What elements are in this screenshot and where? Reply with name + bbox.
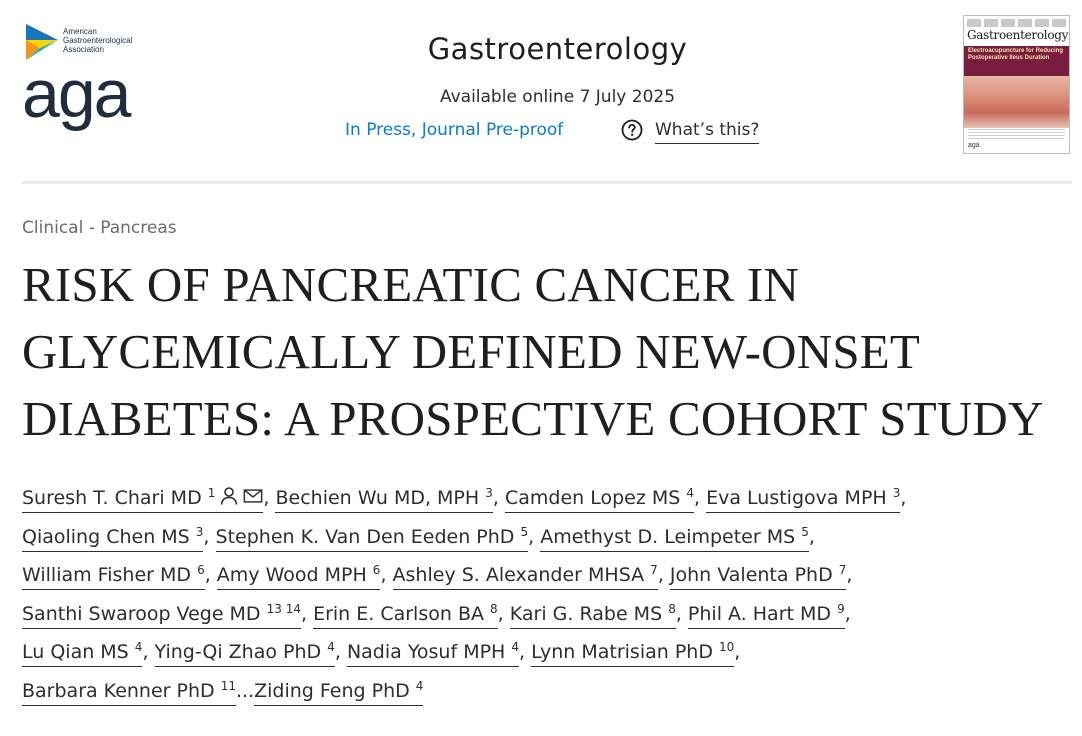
cover-headline: Electroacupuncture for Reducing Postoperative Ileus Duration — [968, 48, 1064, 61]
journal-cover-thumbnail[interactable] — [963, 15, 1070, 154]
comma: , — [844, 602, 851, 625]
article-status-row — [345, 118, 785, 148]
author-name: Eva Lustigova MPH — [706, 487, 887, 509]
logo-line-2: Gastroenterological — [63, 36, 133, 45]
author-link[interactable] — [688, 603, 845, 629]
author-affiliation: 7 — [650, 563, 658, 577]
comma: , — [675, 602, 682, 625]
comma: , — [203, 525, 210, 548]
whats-this-link[interactable]: What’s this? — [655, 120, 759, 144]
author-name: Barbara Kenner PhD — [22, 679, 215, 702]
author-name: Stephen K. Van Den Eeden PhD — [215, 525, 515, 548]
cover-title: Gastroenterology — [967, 28, 1069, 42]
cover-text-lines — [968, 129, 1065, 141]
author-affiliation: 3 — [485, 486, 493, 500]
author-affiliation: 4 — [327, 640, 335, 654]
author-affiliation: 4 — [686, 486, 694, 500]
question-circle-icon[interactable] — [621, 119, 643, 141]
cover-top-strip — [967, 19, 1066, 27]
author-link[interactable] — [217, 564, 381, 590]
author-affiliation: 3 — [195, 524, 204, 539]
comma: , — [204, 564, 211, 586]
author-name: Amy Wood MPH — [216, 564, 367, 586]
author-list-ellipsis[interactable]: ... — [235, 679, 255, 702]
author-affiliation: 9 — [837, 601, 845, 616]
comma: , — [492, 487, 499, 509]
comma: , — [497, 602, 504, 625]
author-affiliation: 4 — [511, 640, 520, 654]
comma: , — [734, 641, 741, 663]
author-name: Ziding Feng PhD — [254, 679, 410, 702]
author-link[interactable] — [22, 641, 142, 667]
author-affiliation: 8 — [490, 601, 498, 616]
author-affiliation: 4 — [134, 640, 143, 654]
author-link[interactable] — [216, 526, 529, 552]
author-name: Santhi Swaroop Vege MD — [22, 602, 261, 625]
article-title — [22, 251, 1072, 452]
author-link[interactable] — [275, 487, 492, 513]
author-name: Lynn Matrisian PhD — [531, 641, 713, 663]
article-title-line-2: GLYCEMICALLY DEFINED NEW-ONSET — [22, 324, 921, 379]
logo-line-1: American — [63, 27, 97, 36]
author-link[interactable] — [155, 641, 335, 667]
author-affiliation: 6 — [372, 563, 381, 577]
logo-wordmark: aga — [22, 56, 130, 132]
comma: , — [846, 564, 853, 586]
author-name: Qiaoling Chen MS — [22, 525, 190, 548]
author-name: Ashley S. Alexander MHSA — [392, 564, 645, 586]
comma: , — [657, 564, 664, 586]
author-name: Ying-Qi Zhao PhD — [154, 641, 322, 663]
author-name: Camden Lopez MS — [504, 487, 681, 509]
author-link[interactable] — [22, 526, 203, 552]
author-name: Phil A. Hart MD — [687, 602, 832, 625]
author-link[interactable] — [254, 680, 423, 706]
author-name: Erin E. Carlson BA — [313, 602, 484, 625]
logo-association-text — [63, 27, 163, 54]
comma: , — [528, 525, 535, 548]
author-link[interactable] — [22, 603, 301, 629]
journal-name[interactable]: Gastroenterology — [427, 32, 688, 66]
article-title-line-3: DIABETES: A PROSPECTIVE COHORT STUDY — [22, 391, 1044, 446]
author-name: Bechien Wu MD, MPH — [275, 487, 480, 509]
comma: , — [900, 487, 907, 509]
comma: , — [263, 487, 270, 509]
available-online-date: Available online 7 July 2025 — [439, 87, 676, 107]
aga-logo[interactable] — [22, 22, 157, 137]
author-affiliation: 8 — [668, 601, 676, 616]
author-affiliation: 1 — [207, 486, 216, 500]
comma: , — [300, 602, 308, 625]
author-link[interactable] — [540, 526, 809, 552]
author-link[interactable] — [510, 603, 676, 629]
author-link[interactable] — [22, 564, 205, 590]
comma: , — [694, 487, 701, 509]
author-link[interactable] — [347, 641, 519, 667]
article-section-label: Clinical - Pancreas — [22, 218, 177, 238]
logo-line-3: Association — [63, 45, 104, 54]
author-link[interactable] — [22, 680, 236, 706]
author-affiliation: 5 — [520, 524, 529, 539]
header-divider — [22, 181, 1072, 184]
author-name: Amethyst D. Leimpeter MS — [540, 525, 796, 548]
author-affiliation: 7 — [838, 563, 847, 577]
in-press-link[interactable]: In Press, Journal Pre-proof — [345, 120, 564, 140]
comma: , — [808, 525, 815, 548]
author-name: Kari G. Rabe MS — [509, 602, 663, 625]
author-name: Lu Qian MS — [22, 641, 129, 663]
person-icon — [219, 486, 239, 506]
author-link[interactable] — [706, 487, 900, 513]
comma: , — [380, 564, 387, 586]
author-link[interactable] — [670, 564, 846, 590]
author-affiliation: 10 — [719, 640, 735, 654]
article-title-line-1: RISK OF PANCREATIC CANCER IN — [22, 257, 800, 312]
author-name: John Valenta PhD — [669, 564, 833, 586]
author-affiliation: 4 — [415, 678, 424, 693]
cover-footer-logo: aga — [968, 142, 980, 149]
author-link[interactable] — [313, 603, 498, 629]
author-name: William Fisher MD — [22, 564, 192, 586]
author-affiliation: 3 — [892, 486, 901, 500]
author-list — [22, 479, 1072, 710]
comma: , — [519, 641, 526, 663]
author-affiliation: 11 — [220, 678, 236, 693]
author-affiliation: 13 14 — [266, 601, 301, 616]
author-link[interactable] — [505, 487, 694, 513]
author-affiliation: 5 — [801, 524, 809, 539]
author-name: Suresh T. Chari MD — [22, 487, 202, 509]
comma: , — [142, 641, 149, 663]
author-link[interactable] — [22, 487, 263, 513]
author-link[interactable] — [393, 564, 658, 590]
envelope-icon — [243, 486, 263, 506]
author-affiliation: 6 — [197, 563, 205, 577]
comma: , — [334, 641, 341, 663]
author-name: Nadia Yosuf MPH — [346, 641, 506, 663]
cover-image — [964, 76, 1069, 128]
author-link[interactable] — [531, 641, 734, 667]
